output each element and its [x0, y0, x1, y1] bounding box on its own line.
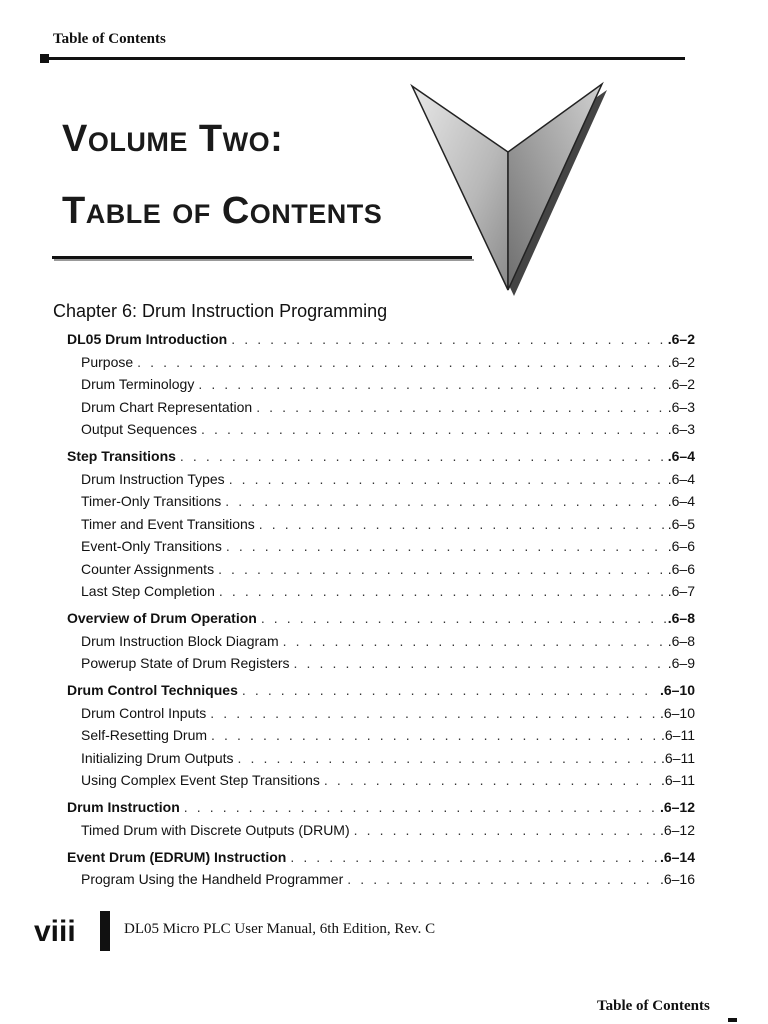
toc-subentry[interactable] — [67, 655, 695, 678]
toc-entry-page: .6–4 — [667, 493, 695, 509]
toc-entry-label: Drum Instruction — [67, 799, 180, 815]
toc-subentry[interactable] — [67, 538, 695, 561]
page-folio: viii — [34, 915, 76, 948]
toc-section-entry[interactable] — [67, 610, 695, 633]
toc-entry-page: .6–10 — [659, 682, 695, 698]
toc-leader-dots — [219, 583, 666, 599]
toc-entry-label: Timer and Event Transitions — [81, 515, 255, 532]
footer-bar — [100, 911, 110, 951]
toc-title: Table of Contents — [62, 190, 383, 232]
toc-subentry[interactable] — [67, 822, 695, 845]
toc-entry-label: Overview of Drum Operation — [67, 610, 257, 626]
toc-entry-label: Timer-Only Transitions — [81, 493, 222, 509]
toc-leader-dots — [242, 682, 658, 698]
toc-entry-page: .6–16 — [659, 871, 695, 887]
toc-leader-dots — [210, 705, 658, 721]
toc-subentry[interactable] — [67, 561, 695, 584]
footer-text: DL05 Micro PLC User Manual, 6th Edition, Rev. C — [124, 921, 436, 937]
toc-leader-dots — [261, 610, 666, 626]
toc-leader-dots — [347, 871, 658, 887]
toc-subentry[interactable] — [67, 399, 695, 422]
toc-entry-page: .6–11 — [661, 772, 695, 788]
toc-leader-dots — [225, 493, 665, 509]
toc-entry-label: Drum Control Inputs — [81, 704, 207, 721]
toc-leader-dots — [354, 822, 658, 838]
chevron-left-face — [412, 86, 508, 290]
toc-entry-label: DL05 Drum Introduction — [67, 331, 228, 347]
toc-entry-label: Event-Only Transitions — [81, 538, 222, 554]
toc-subentry[interactable] — [67, 705, 695, 728]
toc-entry-label: Purpose — [81, 353, 134, 370]
toc-leader-dots — [229, 471, 666, 487]
toc-entry-label: Timed Drum with Discrete Outputs (DRUM) — [81, 821, 350, 838]
header-rule — [42, 57, 685, 60]
toc-leader-dots — [290, 849, 658, 865]
toc-entry-label: Using Complex Event Step Transitions — [81, 772, 320, 788]
toc-subentry[interactable] — [67, 354, 695, 377]
toc-subentry[interactable] — [67, 772, 695, 795]
running-head: Table of Contents — [53, 31, 166, 47]
volume-title: Volume Two: — [62, 118, 284, 160]
toc-entry-page: .6–2 — [667, 353, 695, 370]
toc-leader-dots — [324, 772, 659, 788]
chapter-heading: Chapter 6: Drum Instruction Programming — [53, 301, 388, 321]
toc-leader-dots — [184, 799, 658, 815]
toc-leader-dots — [211, 727, 659, 743]
toc-entry-page: .6–8 — [667, 632, 695, 649]
toc-entry-label: Drum Terminology — [81, 376, 195, 392]
toc-entry-page: .6–9 — [667, 655, 695, 671]
toc-subentry[interactable] — [67, 516, 695, 539]
bottom-mark — [728, 1018, 737, 1022]
toc-list — [67, 331, 695, 894]
toc-entry-label: Powerup State of Drum Registers — [81, 655, 290, 671]
chevron-right-face — [508, 84, 602, 290]
toc-entry-page: .6–12 — [659, 821, 695, 838]
toc-entry-page: .6–3 — [667, 398, 695, 415]
toc-leader-dots — [231, 331, 666, 347]
toc-entry-page: .6–5 — [667, 515, 695, 532]
toc-subentry[interactable] — [67, 376, 695, 399]
toc-subentry[interactable] — [67, 583, 695, 606]
toc-entry-page: .6–2 — [667, 376, 695, 392]
toc-entry-page: .6–12 — [659, 799, 695, 815]
toc-entry-page: .6–4 — [667, 448, 695, 464]
bottom-running-head: Table of Contents — [597, 998, 710, 1014]
toc-entry-label: Self-Resetting Drum — [81, 727, 208, 743]
toc-leader-dots — [218, 561, 666, 577]
toc-entry-label: Drum Instruction Types — [81, 470, 225, 487]
toc-entry-page: .6–3 — [667, 421, 695, 437]
toc-leader-dots — [283, 633, 666, 649]
toc-leader-dots — [198, 376, 665, 392]
toc-entry-label: Program Using the Handheld Programmer — [81, 871, 344, 887]
toc-subentry[interactable] — [67, 471, 695, 494]
toc-entry-page: .6–11 — [661, 727, 695, 743]
toc-leader-dots — [226, 538, 666, 554]
toc-entry-page: .6–14 — [659, 848, 695, 865]
toc-subentry[interactable] — [67, 493, 695, 516]
toc-entry-label: Drum Instruction Block Diagram — [81, 632, 279, 649]
toc-entry-label: Event Drum (EDRUM) Instruction — [67, 848, 287, 865]
toc-subentry[interactable] — [67, 421, 695, 444]
toc-entry-label: Counter Assignments — [81, 560, 215, 577]
chevron-logo-icon — [404, 80, 614, 300]
toc-section-entry[interactable] — [67, 682, 695, 705]
toc-leader-dots — [137, 354, 666, 370]
toc-entry-page: .6–2 — [667, 331, 695, 347]
toc-subentry[interactable] — [67, 871, 695, 894]
toc-section-entry[interactable] — [67, 799, 695, 822]
toc-section-entry[interactable] — [67, 331, 695, 354]
toc-entry-page: .6–8 — [667, 610, 695, 626]
toc-subentry[interactable] — [67, 750, 695, 773]
toc-leader-dots — [238, 750, 659, 766]
toc-leader-dots — [256, 399, 666, 415]
toc-leader-dots — [259, 516, 666, 532]
toc-entry-label: Output Sequences — [81, 421, 197, 437]
toc-leader-dots — [180, 448, 666, 464]
toc-section-entry[interactable] — [67, 448, 695, 471]
toc-entry-label: Initializing Drum Outputs — [81, 749, 234, 766]
toc-subentry[interactable] — [67, 727, 695, 750]
toc-section-entry[interactable] — [67, 849, 695, 872]
toc-leader-dots — [294, 655, 666, 671]
toc-entry-page: .6–10 — [659, 704, 695, 721]
toc-entry-page: .6–6 — [667, 560, 695, 577]
toc-entry-label: Drum Chart Representation — [81, 398, 253, 415]
toc-entry-page: .6–11 — [661, 749, 695, 766]
toc-entry-page: .6–6 — [667, 538, 695, 554]
toc-entry-page: .6–7 — [667, 583, 695, 599]
toc-entry-label: Drum Control Techniques — [67, 682, 238, 698]
toc-entry-label: Last Step Completion — [81, 583, 215, 599]
toc-entry-label: Step Transitions — [67, 448, 176, 464]
toc-subentry[interactable] — [67, 633, 695, 656]
toc-leader-dots — [201, 421, 666, 437]
toc-entry-page: .6–4 — [667, 470, 695, 487]
